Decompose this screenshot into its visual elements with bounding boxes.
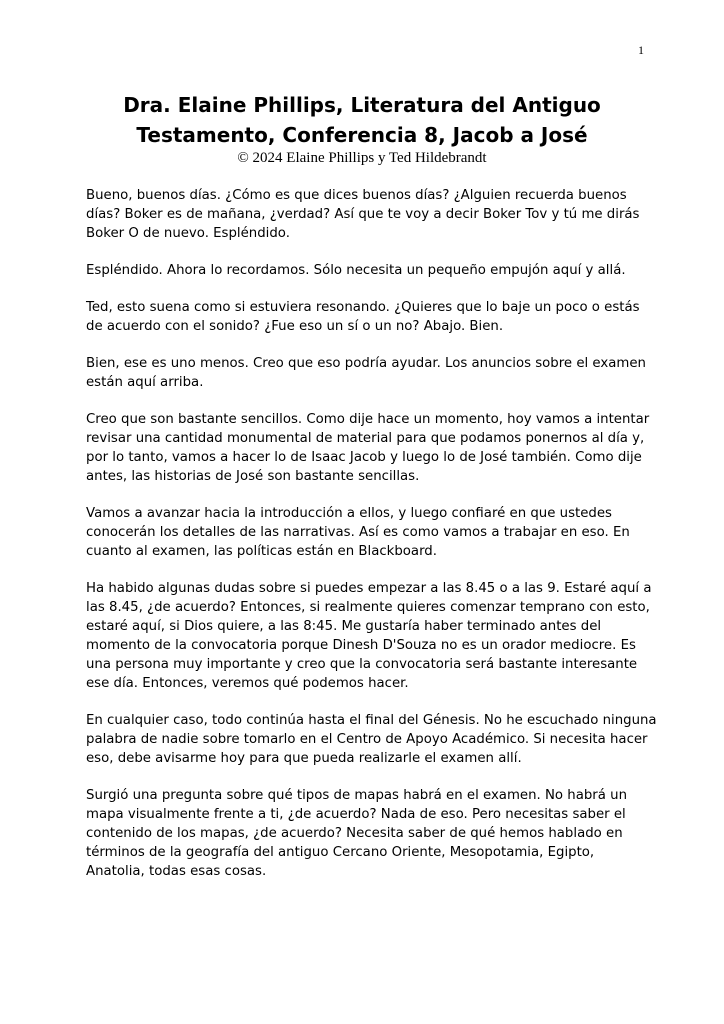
title-line: Testamento, Conferencia 8, Jacob a José <box>136 123 588 147</box>
text-line: eso, debe avisarme hoy para que pueda realizarle el examen allí. <box>86 751 522 766</box>
text-line: días? Boker es de mañana, ¿verdad? Así que te voy a decir Boker Tov y tú me dirás <box>86 207 640 222</box>
paragraph-5 <box>86 410 654 486</box>
text-line: Ha habido algunas dudas sobre si puedes empezar a las 8.45 o a las 9. Estaré aquí a <box>86 581 652 596</box>
text-line: Bueno, buenos días. ¿Cómo es que dices buenos días? ¿Alguien recuerda buenos <box>86 188 627 203</box>
text-line: Boker O de nuevo. Espléndido. <box>86 226 290 241</box>
paragraph-3 <box>86 298 654 336</box>
text-line: por lo tanto, vamos a hacer lo de Isaac Jacob y luego lo de José también. Como dije <box>86 450 642 465</box>
paragraph-4 <box>86 354 654 392</box>
text-line: términos de la geografía del antiguo Cercano Oriente, Mesopotamia, Egipto, <box>86 845 595 860</box>
text-line: están aquí arriba. <box>86 375 204 390</box>
text-line: momento de la convocatoria porque Dinesh D'Souza no es un orador mediocre. Es <box>86 638 636 653</box>
document-title <box>60 90 664 150</box>
text-line: Creo que son bastante sencillos. Como dije hace un momento, hoy vamos a intentar <box>86 412 650 427</box>
text-line: ese día. Entonces, veremos qué podemos hacer. <box>86 676 409 691</box>
text-line: revisar una cantidad monumental de material para que podamos ponernos al día y, <box>86 431 645 446</box>
transcript-body <box>86 186 657 899</box>
text-line: Surgió una pregunta sobre qué tipos de mapas habrá en el examen. No habrá un <box>86 788 627 803</box>
text-line: Espléndido. Ahora lo recordamos. Sólo necesita un pequeño empujón aquí y allá. <box>86 263 626 278</box>
text-line: Vamos a avanzar hacia la introducción a ellos, y luego confiaré en que ustedes <box>86 506 612 521</box>
text-line: cuanto al examen, las políticas están en Blackboard. <box>86 544 437 559</box>
text-line: conocerán los detalles de las narrativas. Así es como vamos a trabajar en eso. En <box>86 525 630 540</box>
text-line: En cualquier caso, todo continúa hasta el final del Génesis. No he escuchado ninguna <box>86 713 657 728</box>
page-number: 1 <box>638 43 644 57</box>
text-line: Bien, ese es uno menos. Creo que eso podría ayudar. Los anuncios sobre el examen <box>86 356 646 371</box>
text-line: de acuerdo con el sonido? ¿Fue eso un sí o un no? Abajo. Bien. <box>86 319 504 334</box>
paragraph-9 <box>86 786 654 881</box>
text-line: antes, las historias de José son bastante sencillas. <box>86 469 420 484</box>
copyright-notice: © 2024 Elaine Phillips y Ted Hildebrandt <box>237 150 487 166</box>
text-line: las 8.45, ¿de acuerdo? Entonces, si realmente quieres comenzar temprano con esto, <box>86 600 650 615</box>
paragraph-7 <box>86 579 654 693</box>
text-line: estaré aquí, si Dios quiere, a las 8:45. Me gustaría haber terminado antes del <box>86 619 602 634</box>
paragraph-1 <box>86 186 654 243</box>
paragraph-6 <box>86 504 654 561</box>
text-line: Anatolia, todas esas cosas. <box>86 864 267 879</box>
text-line: una persona muy importante y creo que la convocatoria será bastante interesante <box>86 657 638 672</box>
paragraph-2 <box>86 261 654 280</box>
title-line: Dra. Elaine Phillips, Literatura del Antiguo <box>123 93 601 117</box>
text-line: contenido de los mapas, ¿de acuerdo? Necesita saber de qué hemos hablado en <box>86 826 623 841</box>
text-line: mapa visualmente frente a ti, ¿de acuerdo? Nada de eso. Pero necesitas saber el <box>86 807 626 822</box>
paragraph-8 <box>86 711 657 768</box>
text-line: Ted, esto suena como si estuviera resonando. ¿Quieres que lo baje un poco o estás <box>86 300 640 315</box>
text-line: palabra de nadie sobre tomarlo en el Centro de Apoyo Académico. Si necesita hacer <box>86 732 648 747</box>
